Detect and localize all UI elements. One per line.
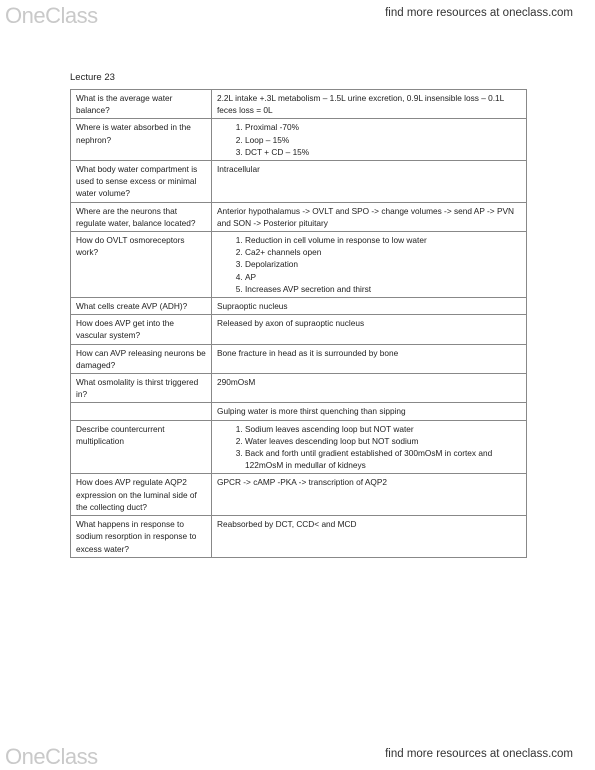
answer-cell: Gulping water is more thirst quenching than sipping (212, 403, 527, 420)
answer-list (217, 423, 521, 472)
lecture-title: Lecture 23 (70, 72, 115, 83)
list-item: 3. Back and forth until gradient established of 300mOsM in cortex and 122mOsM in medullar of kidneys (245, 447, 521, 471)
list-item: 5. Increases AVP secretion and thirst (245, 283, 521, 295)
answer-cell (212, 119, 527, 161)
question-cell: What osmolality is thirst triggered in? (71, 374, 212, 403)
table-row (71, 315, 527, 344)
table-row (71, 90, 527, 119)
question-cell: What cells create AVP (ADH)? (71, 298, 212, 315)
list-item: 4. AP (245, 271, 521, 283)
question-cell: How do OVLT osmoreceptors work? (71, 232, 212, 298)
table-row (71, 403, 527, 420)
answer-cell: Intracellular (212, 161, 527, 203)
notes-table (70, 89, 527, 558)
table-row (71, 232, 527, 298)
answer-list (217, 121, 521, 158)
answer-cell: 2.2L intake +.3L metabolism – 1.5L urine excretion, 0.9L insensible loss – 0.1L feces loss = 0L (212, 90, 527, 119)
table-row (71, 344, 527, 373)
answer-cell: Supraoptic nucleus (212, 298, 527, 315)
table-row (71, 516, 527, 558)
table-row (71, 119, 527, 161)
table-row (71, 161, 527, 203)
question-cell: What happens in response to sodium resorption in response to excess water? (71, 516, 212, 558)
question-cell: Where is water absorbed in the nephron? (71, 119, 212, 161)
list-item: 2. Loop – 15% (245, 134, 521, 146)
list-item: 1. Proximal -70% (245, 121, 521, 133)
list-item: 1. Reduction in cell volume in response to low water (245, 234, 521, 246)
list-item: 2. Ca2+ channels open (245, 246, 521, 258)
list-item: 2. Water leaves descending loop but NOT sodium (245, 435, 521, 447)
answer-cell: Reabsorbed by DCT, CCD< and MCD (212, 516, 527, 558)
page-header (0, 0, 595, 30)
question-cell: Describe countercurrent multiplication (71, 420, 212, 474)
question-cell (71, 403, 212, 420)
answer-cell (212, 420, 527, 474)
question-cell: What is the average water balance? (71, 90, 212, 119)
table-row (71, 298, 527, 315)
question-cell: How does AVP regulate AQP2 expression on the luminal side of the collecting duct? (71, 474, 212, 516)
list-item: 3. Depolarization (245, 258, 521, 270)
answer-cell: Anterior hypothalamus -> OVLT and SPO -> change volumes -> send AP -> PVN and SON -> Posterior pituitary (212, 202, 527, 231)
oneclass-logo[interactable]: OneClass (5, 3, 98, 28)
answer-cell: 290mOsM (212, 374, 527, 403)
question-cell: Where are the neurons that regulate water, balance located? (71, 202, 212, 231)
table-row (71, 420, 527, 474)
answer-list (217, 234, 521, 295)
question-cell: What body water compartment is used to sense excess or minimal water volume? (71, 161, 212, 203)
question-cell: How does AVP get into the vascular system? (71, 315, 212, 344)
table-row (71, 374, 527, 403)
page-footer (0, 740, 595, 770)
resources-link[interactable]: find more resources at oneclass.com (385, 7, 573, 19)
resources-link[interactable]: find more resources at oneclass.com (385, 748, 573, 760)
table-row (71, 474, 527, 516)
answer-cell: Bone fracture in head as it is surrounded by bone (212, 344, 527, 373)
oneclass-logo[interactable]: OneClass (5, 744, 98, 769)
answer-cell: GPCR -> cAMP -PKA -> transcription of AQP2 (212, 474, 527, 516)
question-cell: How can AVP releasing neurons be damaged? (71, 344, 212, 373)
list-item: 1. Sodium leaves ascending loop but NOT water (245, 423, 521, 435)
list-item: 3. DCT + CD – 15% (245, 146, 521, 158)
answer-cell (212, 232, 527, 298)
answer-cell: Released by axon of supraoptic nucleus (212, 315, 527, 344)
table-row (71, 202, 527, 231)
